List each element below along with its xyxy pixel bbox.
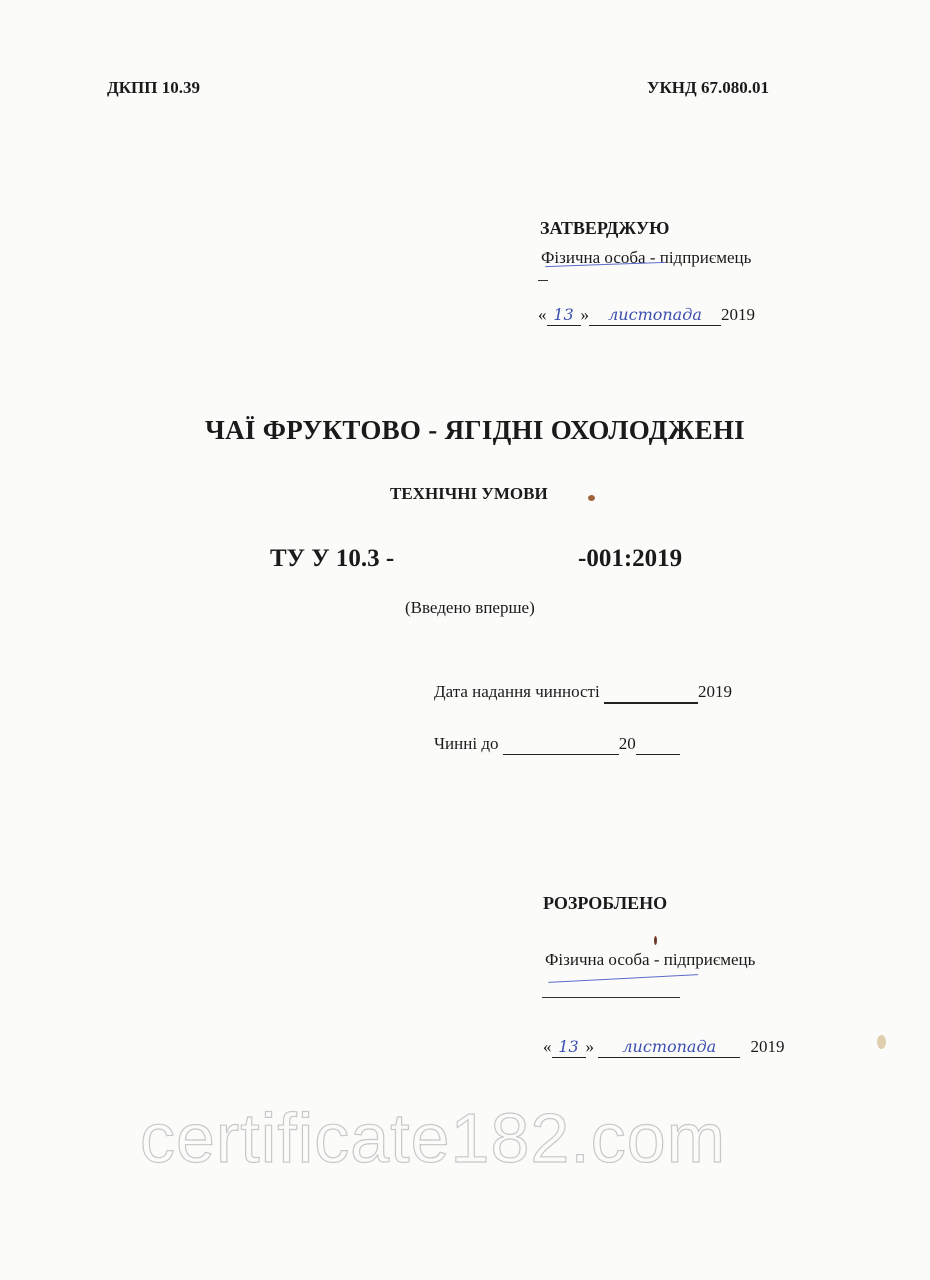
approval-role: Фізична особа - підприємець — [541, 248, 752, 267]
effective-date-blank — [604, 683, 698, 704]
valid-year-blank — [636, 735, 680, 755]
introduced-note: (Введено вперше) — [405, 598, 535, 617]
valid-label: Чинні до — [434, 734, 499, 753]
effective-year: 2019 — [697, 682, 732, 701]
developer-date-close: » — [585, 1037, 594, 1056]
approval-date-open: « — [538, 305, 547, 324]
approval-date-close: » — [580, 305, 589, 324]
developer-signature-line — [542, 997, 680, 998]
developer-date-open: « — [543, 1037, 552, 1056]
developer-date-day: 13 — [558, 1037, 579, 1056]
approval-date-day-field — [547, 306, 581, 326]
approval-date-day: 13 — [553, 305, 574, 324]
developer-title: РОЗРОБЛЕНО — [543, 893, 668, 913]
approval-date-month-field — [589, 306, 721, 326]
approval-signature-line — [538, 280, 548, 281]
developer-date-year: 2019 — [750, 1037, 785, 1056]
approval-date-year: 2019 — [721, 305, 755, 324]
effective-label: Дата надання чинності — [434, 682, 600, 701]
effective-date-line — [434, 682, 732, 704]
developer-date-month: листопада — [622, 1037, 717, 1056]
document-title: ЧАЇ ФРУКТОВО - ЯГІДНІ ОХОЛОДЖЕНІ — [205, 415, 745, 445]
approval-title: ЗАТВЕРДЖУЮ — [540, 218, 670, 238]
developer-date-month-field — [598, 1038, 740, 1058]
valid-year-prefix: 20 — [618, 734, 636, 753]
tu-prefix: ТУ У 10.3 - — [270, 545, 395, 572]
watermark: certificate182.com — [140, 1099, 727, 1177]
developer-role: Фізична особа - підприємець — [545, 950, 756, 969]
developer-date-day-field — [552, 1038, 586, 1058]
valid-date-blank — [503, 735, 619, 755]
valid-until-line — [434, 734, 680, 755]
ink-speck — [588, 495, 595, 501]
approval-date — [538, 305, 755, 326]
approval-date-month: листопада — [608, 305, 702, 324]
dkpp-code: ДКПП 10.39 — [107, 78, 200, 97]
uknd-code: УКНД 67.080.01 — [647, 78, 769, 97]
tu-suffix: -001:2019 — [578, 545, 683, 572]
developer-date — [543, 1037, 785, 1058]
document-subtitle: ТЕХНІЧНІ УМОВИ — [390, 484, 548, 503]
ink-mark — [654, 936, 657, 945]
paper-stain — [877, 1035, 886, 1049]
